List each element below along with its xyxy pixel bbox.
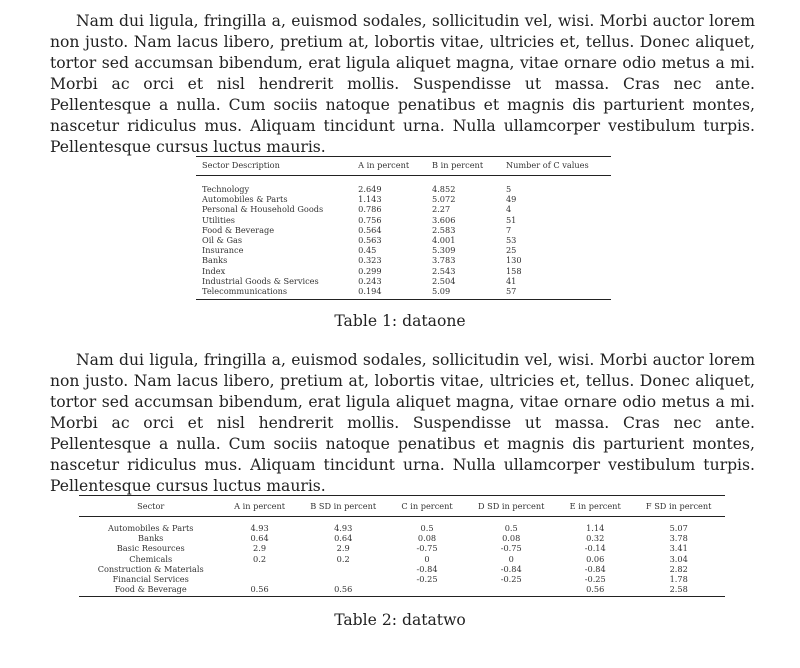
table-cell: 0.08 <box>502 533 521 544</box>
table-row <box>79 564 725 574</box>
table-cell: 41 <box>505 275 517 286</box>
column-header: C in percent <box>390 496 465 517</box>
table-cell: 0.64 <box>250 533 269 544</box>
table-cell: 0.56 <box>334 584 353 595</box>
table-cell: -0.75 <box>500 543 522 554</box>
column-header: D SD in percent <box>464 496 558 517</box>
table-cell: 0 <box>424 553 430 564</box>
table-cell: Banks <box>138 533 164 544</box>
table-row <box>196 176 611 195</box>
table-cell: -0.84 <box>584 563 606 574</box>
table-cell: 1.14 <box>586 523 605 533</box>
table-cell: 0.5 <box>504 523 518 533</box>
table-cell: -0.25 <box>416 574 438 585</box>
table-cell: 2.27 <box>432 204 451 215</box>
table-cell: 0.323 <box>358 255 382 266</box>
table-row <box>79 517 725 534</box>
table-cell: Industrial Goods & Services <box>202 275 319 286</box>
table-cell: 2.543 <box>432 265 456 276</box>
table-cell: 0.64 <box>334 533 353 544</box>
table-cell: 0.5 <box>420 523 434 533</box>
table-2-caption: Table 2: datatwo <box>334 611 466 629</box>
table-cell: 3.78 <box>669 533 688 544</box>
table-cell: 5.309 <box>432 245 456 256</box>
table-cell: 0.563 <box>358 235 382 246</box>
table-row <box>79 574 725 584</box>
table-cell: Utilities <box>202 214 236 225</box>
table-cell: Chemicals <box>129 553 173 564</box>
table-row <box>196 255 611 265</box>
table-cell: 0.756 <box>358 214 382 225</box>
table-cell: -0.14 <box>584 543 606 554</box>
table-cell: 3.606 <box>432 214 456 225</box>
table-cell: 0 <box>508 553 514 564</box>
table-row <box>196 266 611 276</box>
table-cell: Food & Beverage <box>114 584 187 595</box>
column-header: Sector <box>79 496 222 517</box>
table-row <box>196 286 611 300</box>
table-cell: 0.56 <box>586 584 605 595</box>
table-cell: 3.41 <box>669 543 688 554</box>
table-cell: 0.194 <box>358 286 382 297</box>
column-header: Sector Description <box>196 157 352 176</box>
table-cell: 4.93 <box>334 523 353 533</box>
table-cell: 4.852 <box>432 184 456 194</box>
table-cell <box>297 574 390 584</box>
table-cell <box>222 564 296 574</box>
table-cell: Technology <box>202 184 250 194</box>
table-row <box>196 215 611 225</box>
table-cell <box>222 574 296 584</box>
table-cell: 2.9 <box>336 543 350 554</box>
table-cell: 4 <box>505 204 512 215</box>
column-header: Number of C values <box>500 157 611 176</box>
column-header: A in percent <box>352 157 426 176</box>
table-cell: 0.32 <box>586 533 605 544</box>
table-cell: 53 <box>505 235 517 246</box>
column-header: F SD in percent <box>632 496 725 517</box>
table-cell: -0.84 <box>416 563 438 574</box>
table-cell: 0.299 <box>358 265 382 276</box>
table-cell: 1.78 <box>669 574 688 585</box>
table-cell: 25 <box>505 245 517 256</box>
table-row <box>79 554 725 564</box>
table-row <box>196 204 611 214</box>
table-row <box>196 225 611 235</box>
table-cell: 0.08 <box>417 533 437 544</box>
table-cell: -0.25 <box>500 574 522 585</box>
table-cell: 51 <box>505 214 517 225</box>
table-1-body <box>196 176 611 300</box>
table-cell: 4.001 <box>432 235 456 246</box>
table-cell: Banks <box>202 255 228 266</box>
table-cell: 4.93 <box>250 523 269 533</box>
table-cell: Index <box>202 265 226 276</box>
table-cell <box>464 584 558 597</box>
table-row <box>196 245 611 255</box>
table-row <box>79 584 725 597</box>
table-cell: 57 <box>505 286 517 297</box>
table-cell: 0.786 <box>358 204 382 215</box>
table-cell: 0.06 <box>586 553 605 564</box>
table-row <box>79 543 725 553</box>
table-cell: 1.143 <box>358 194 382 205</box>
table-cell: Oil & Gas <box>202 235 243 246</box>
table-cell: 49 <box>505 194 517 205</box>
table-cell: Construction & Materials <box>97 563 204 574</box>
table-cell: Automobiles & Parts <box>202 194 288 205</box>
data-table-2 <box>79 495 725 597</box>
table-cell: 2.504 <box>432 275 456 286</box>
table-cell: 7 <box>505 224 512 235</box>
table-cell: Insurance <box>202 245 244 256</box>
table-cell: 0.243 <box>358 275 382 286</box>
table-1-header-row <box>196 157 611 176</box>
table-cell: 0.56 <box>250 584 269 595</box>
table-row <box>196 194 611 204</box>
table-cell: 2.58 <box>669 584 688 595</box>
table-cell <box>297 564 390 574</box>
table-2-header-row <box>79 496 725 517</box>
table-cell: 5.072 <box>432 194 456 205</box>
table-row <box>79 533 725 543</box>
table-cell: 5 <box>505 184 512 194</box>
table-cell: 0.564 <box>358 224 382 235</box>
table-cell: -0.25 <box>584 574 606 585</box>
table-cell: 3.04 <box>669 553 688 564</box>
table-cell: 0.45 <box>358 245 377 256</box>
table-row <box>196 276 611 286</box>
table-cell: 2.9 <box>253 543 267 554</box>
table-cell: 5.09 <box>432 286 451 297</box>
table-cell: 2.583 <box>432 224 456 235</box>
table-row <box>196 235 611 245</box>
paragraph-1: Nam dui ligula, fringilla a, euismod sodales, sollicitudin vel, wisi. Morbi auctor lorem non justo. Nam lacus libero, pretium at, lobortis vitae, ultricies et, tellus. Donec aliquet, tortor sed accumsan bibendum, erat ligula aliquet magna, vitae ornare odio metus a mi. Morbi ac orci et nisl hendrerit mollis. Suspendisse ut massa. Cras nec ante. Pellentesque a nulla. Cum sociis natoque penatibus et magnis dis parturient montes, nascetur ridiculus mus. Aliquam tincidunt urna. Nulla ullamcorper vestibulum turpis. Pellentesque cursus luctus mauris. <box>50 12 755 156</box>
column-header: E in percent <box>558 496 632 517</box>
table-2-body <box>79 517 725 597</box>
table-cell: Financial Services <box>112 574 189 585</box>
table-cell: Automobiles & Parts <box>107 523 194 533</box>
table-cell: 2.649 <box>358 184 382 194</box>
table-cell: 158 <box>505 265 522 276</box>
column-header: B in percent <box>426 157 500 176</box>
table-cell: Telecommunications <box>202 286 288 297</box>
table-cell: Personal & Household Goods <box>202 204 324 215</box>
table-cell: -0.75 <box>416 543 438 554</box>
data-table-1 <box>196 156 611 300</box>
table-cell: Food & Beverage <box>202 224 275 235</box>
column-header: B SD in percent <box>297 496 390 517</box>
table-cell: -0.84 <box>500 563 522 574</box>
table-cell: 5.07 <box>669 523 688 533</box>
table-cell: 130 <box>505 255 522 266</box>
table-cell: Basic Resources <box>116 543 185 554</box>
table-cell: 2.82 <box>669 563 688 574</box>
table-1-caption: Table 1: dataone <box>334 312 466 330</box>
table-cell <box>390 584 465 597</box>
table-cell: 0.2 <box>253 553 267 564</box>
column-header: A in percent <box>222 496 296 517</box>
paragraph-2: Nam dui ligula, fringilla a, euismod sodales, sollicitudin vel, wisi. Morbi auctor lorem non justo. Nam lacus libero, pretium at, lobortis vitae, ultricies et, tellus. Donec aliquet, tortor sed accumsan bibendum, erat ligula aliquet magna, vitae ornare odio metus a mi. Morbi ac orci et nisl hendrerit mollis. Suspendisse ut massa. Cras nec ante. Pellentesque a nulla. Cum sociis natoque penatibus et magnis dis parturient montes, nascetur ridiculus mus. Aliquam tincidunt urna. Nulla ullamcorper vestibulum turpis. Pellentesque cursus luctus mauris. <box>50 351 755 495</box>
table-cell: 3.783 <box>432 255 456 266</box>
table-cell: 0.2 <box>336 553 350 564</box>
